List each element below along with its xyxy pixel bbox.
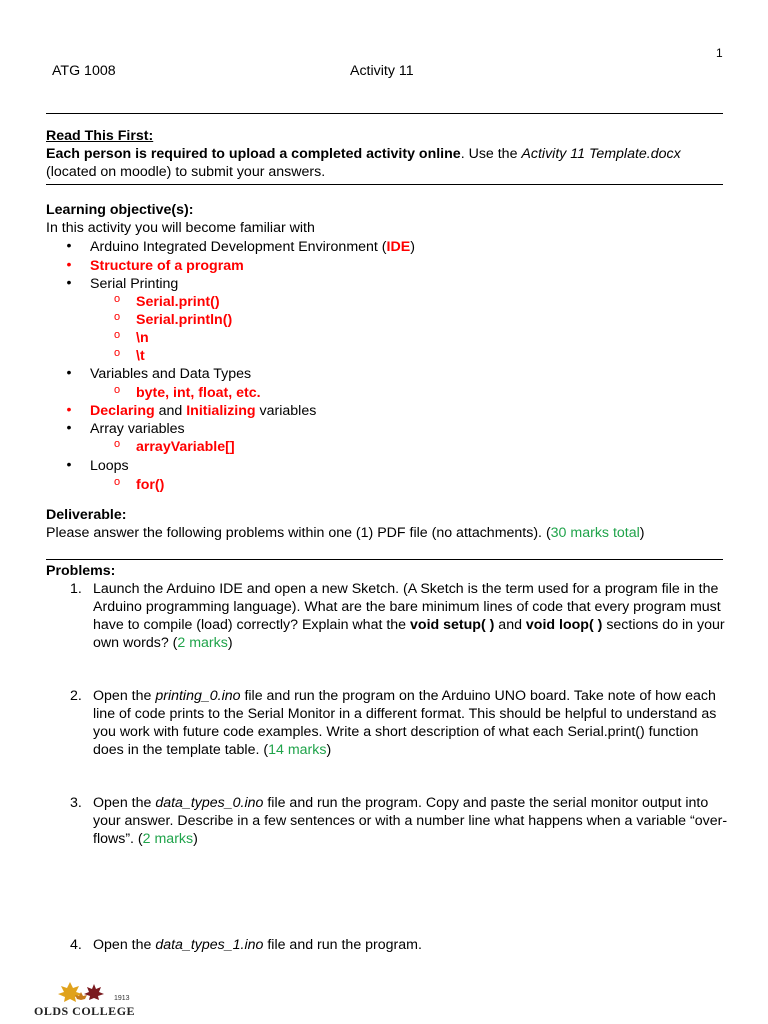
bullet-circle: o [113,311,121,323]
objective-type-examples: byte, int, float, etc. [136,385,261,401]
problem-3-close: ) [193,831,198,847]
void-setup: void setup( ) [410,617,495,633]
bullet-dot: • [66,420,72,436]
problem-2-body-b: file and run the program on the Arduino UNO board. Take note of how each line of code prints to the Serial Monitor in a different format. This should be helpful to understand as you work with future code examples. Write a short description of what each Serial.print() function does in the template table. ( [93,688,717,758]
objective-serial-print: Serial.print() [136,294,220,310]
bullet-circle: o [113,384,121,396]
problem-1-body-a: Launch the Arduino IDE and open a new Sketch. (A Sketch is the term used for a program file in the Arduino programming language). What are the bare minimum lines of code that every program must have to compile (load) correctly? Explain what the [93,581,721,633]
bullet-circle: o [113,476,121,488]
objective-structure: Structure of a program [90,258,244,274]
problem-2-body-a: Open the [93,688,156,704]
read-first-text-b: (located on moodle) to submit your answers. [46,164,326,180]
problem-4-file: data_types_1.ino [155,937,264,953]
objective-tab: \t [136,348,145,364]
bullet-dot: • [66,257,72,273]
logo-year: 1913 [114,995,130,1002]
bullet-circle: o [113,329,121,341]
problem-3-text [93,794,733,848]
bullet-circle: o [113,438,121,450]
problem-2-file: printing_0.ino [155,688,241,704]
problem-3-body-b: file and run the program. Copy and paste the serial monitor output into your answer. Describe in a few sentences or with a number line what happens when a variable “over-flows”. ( [93,795,728,847]
read-first-text [46,145,681,163]
problem-4-text [93,936,733,954]
bullet-dot: • [66,457,72,473]
problem-1-and: and [494,617,526,633]
objective-for-loop: for() [136,477,165,493]
bullet-dot: • [66,238,72,254]
problem-1-close: ) [227,635,233,651]
problem-4-number: 4. [70,937,82,953]
problem-2-marks: 14 marks [268,742,327,758]
bullet-circle: o [113,347,121,359]
bullet-circle: o [113,293,121,305]
problem-3-file: data_types_0.ino [155,795,264,811]
deliverable-divider [46,559,723,560]
problem-2-close: ) [326,742,332,758]
problem-1-text [93,580,733,652]
ide-suffix: ) [410,239,415,255]
problem-1-marks: 2 marks [177,635,228,651]
objective-ide [90,238,415,256]
template-filename: Activity 11 Template.docx [521,146,681,162]
problem-3-marks: 2 marks [142,831,194,847]
and-word: and [154,403,187,419]
problems-heading: Problems: [46,563,116,579]
olds-college-logo [34,980,144,1020]
problem-1-number: 1. [70,581,82,597]
header-divider [46,113,723,114]
problem-1-body-b: sections do in your own words? ( [93,617,725,651]
deliverable-marks: 30 marks total [550,525,640,541]
problem-2-text [93,687,733,759]
read-first-heading: Read This First: [46,128,154,144]
declaring-word: Declaring [90,403,155,419]
bullet-dot: • [66,275,72,291]
problem-3-number: 3. [70,795,82,811]
objective-newline: \n [136,330,149,346]
page-number: 1 [716,46,723,60]
deliverable-text [46,524,645,542]
objective-serial-println: Serial.println() [136,312,233,328]
objective-declaring [90,402,316,420]
read-first-divider [46,184,723,185]
problem-3-body-a: Open the [93,795,156,811]
deliverable-close: ) [639,525,645,541]
objectives-heading: Learning objective(s): [46,202,194,218]
activity-title: Activity 11 [350,63,414,79]
read-first-bold: Each person is required to upload a completed activity online [46,146,461,162]
bullet-dot: • [66,402,72,418]
problem-2-number: 2. [70,688,82,704]
deliverable-heading: Deliverable: [46,507,127,523]
objective-serial-printing: Serial Printing [90,276,179,292]
problem-4-body-a: Open the [93,937,156,953]
objective-array-variables: Array variables [90,421,185,437]
void-loop: void loop( ) [525,617,603,633]
initializing-word: Initializing [186,403,256,419]
course-code: ATG 1008 [52,63,116,79]
objectives-intro: In this activity you will become familiar with [46,220,315,236]
objective-array-example: arrayVariable[] [136,439,235,455]
ide-highlight: IDE [386,239,411,255]
variables-word: variables [255,403,317,419]
deliverable-body: Please answer the following problems within one (1) PDF file (no attachments). ( [46,525,551,541]
bullet-dot: • [66,365,72,381]
objective-loops: Loops [90,458,129,474]
objective-variables-types: Variables and Data Types [90,366,252,382]
logo-name: OLDS COLLEGE [34,1004,136,1018]
ide-prefix: Arduino Integrated Development Environment ( [90,239,387,255]
read-first-text-a: . Use the [460,146,522,162]
problem-4-body-b: file and run the program. [263,937,422,953]
